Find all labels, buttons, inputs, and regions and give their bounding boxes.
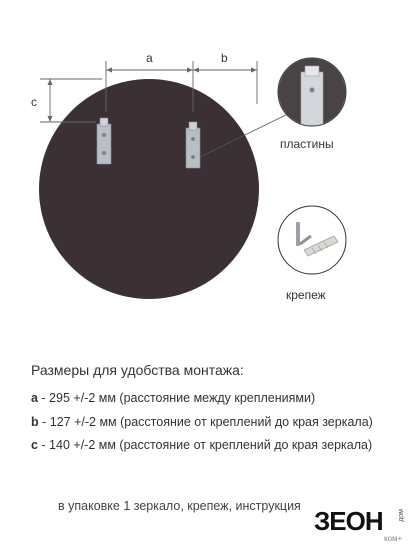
logo-small-top: дом: [398, 509, 405, 522]
spec-line-c: [31, 438, 372, 452]
package-contents: в упаковке 1 зеркало, крепеж, инструкция: [58, 499, 301, 513]
spec-text: - 295 +/-2 мм (расстояние между креплениями): [37, 391, 316, 405]
spec-text: - 127 +/-2 мм (расстояние от креплений до края зеркала): [38, 415, 373, 429]
logo-small-bottom: ком+: [384, 534, 403, 543]
spec-text: - 140 +/-2 мм (расстояние от креплений до края зеркала): [37, 438, 373, 452]
fastener-detail-circle: [278, 206, 346, 274]
specs-heading: Размеры для удобства монтажа:: [31, 362, 244, 378]
spec-key: c: [31, 438, 38, 452]
spec-line-a: [31, 391, 315, 405]
logo-main: ЗЕОН: [314, 506, 383, 536]
plates-label: пластины: [280, 137, 334, 151]
zeon-logo: [314, 506, 414, 546]
spec-line-b: [31, 415, 373, 429]
plate-detail-circle: [278, 58, 346, 132]
dimension-a-label: a: [146, 51, 153, 65]
round-mirror: [39, 79, 259, 299]
spec-key: b: [31, 415, 39, 429]
dimension-b-label: b: [221, 51, 228, 65]
mounting-plate-left: [97, 118, 111, 164]
spec-key: a: [31, 391, 38, 405]
fastener-label: крепеж: [286, 288, 326, 302]
mounting-plate-right: [186, 122, 200, 168]
dimension-c-label: c: [31, 95, 37, 109]
